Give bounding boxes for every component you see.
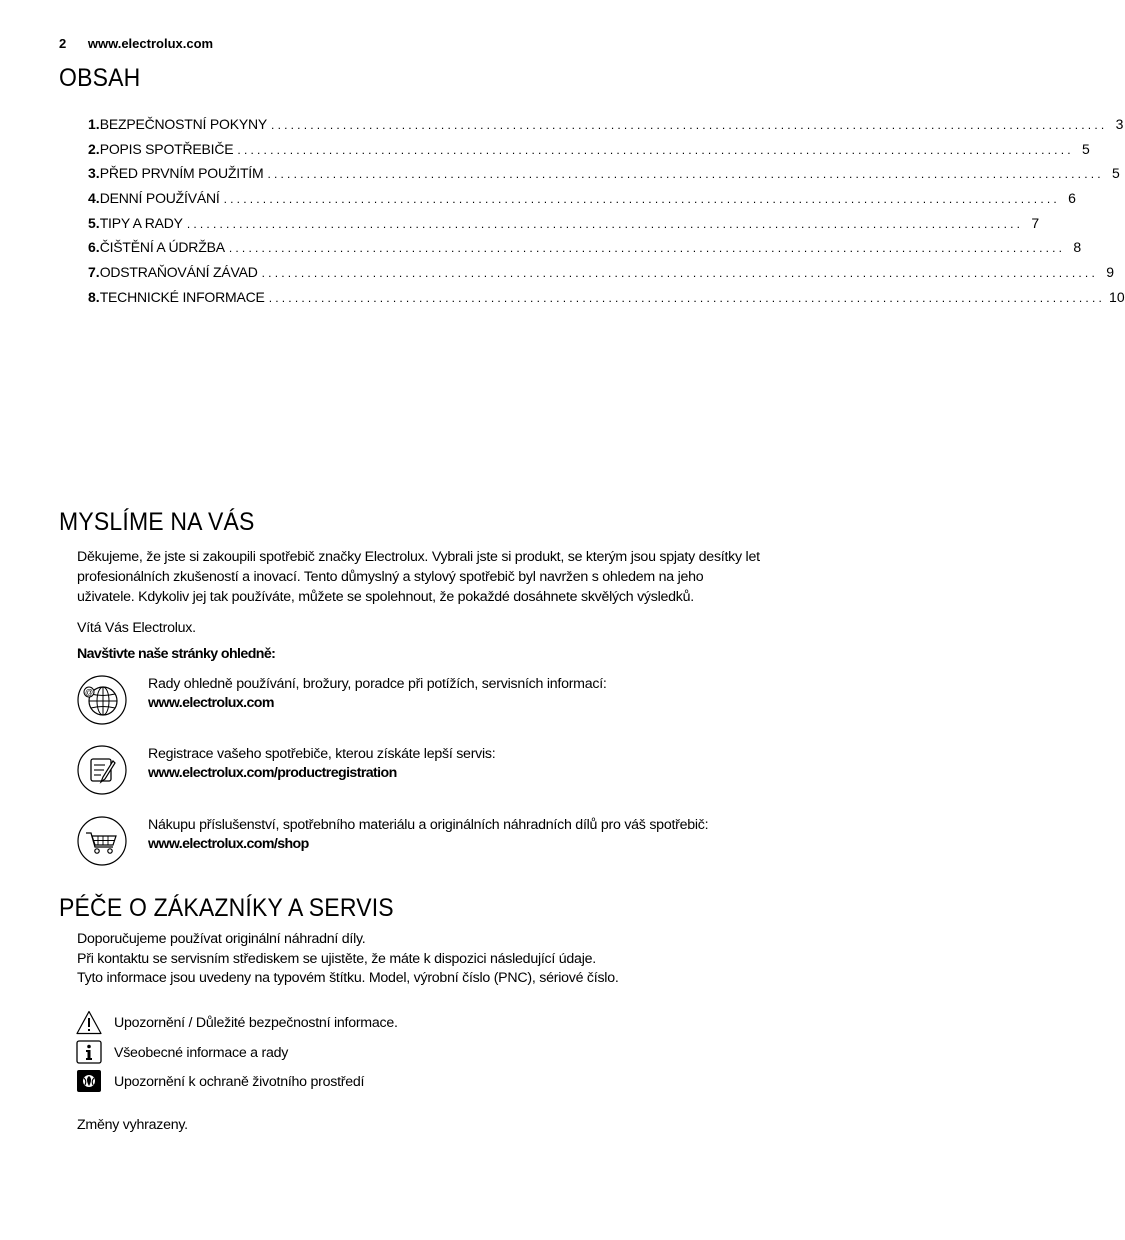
care-paragraph: Doporučujeme používat originální náhradní díly. Při kontaktu se servisním střediskem se ujistěte, že máte k dispozici následující údaje. Tyto informace jsou uvedeny na typovém štítku. Model, výrobní číslo (PNC), sériové číslo. <box>77 931 619 986</box>
toc-item[interactable]: 6. ČIŠTĚNÍ A ÚDRŽBA ................................................................................................................................ 8 <box>88 239 1082 256</box>
table-of-contents <box>88 116 1125 314</box>
link-item-support <box>77 675 837 731</box>
toc-item[interactable]: 2. POPIS SPOTŘEBIČE ................................................................................................................................ 5 <box>88 140 1090 157</box>
link-url[interactable]: www.electrolux.com/shop <box>148 836 309 852</box>
shopping-cart-icon <box>77 816 127 866</box>
toc-item[interactable]: 3. PŘED PRVNÍM POUŽITÍM ................................................................................................................................ 5 <box>88 165 1120 182</box>
toc-item[interactable]: 7. ODSTRAŇOVÁNÍ ZÁVAD ................................................................................................................................ 9 <box>88 264 1114 281</box>
customer-care-heading: PÉČE O ZÁKAZNÍKY A SERVIS <box>59 894 394 922</box>
toc-item[interactable]: 1. BEZPEČNOSTNÍ POKYNY ................................................................................................................................ 3 <box>88 116 1124 132</box>
changes-reserved-text: Změny vyhrazeny. <box>77 1117 188 1133</box>
toc-item[interactable]: 4. DENNÍ POUŽÍVÁNÍ ................................................................................................................................ 6 <box>88 190 1076 207</box>
thinking-heading: MYSLÍME NA VÁS <box>59 508 255 536</box>
symbol-description: Upozornění / Důležité bezpečnostní informace. <box>114 1015 398 1031</box>
warning-icon <box>76 1010 102 1035</box>
toc-item[interactable]: 5. TIPY A RADY ................................................................................................................................ 7 <box>88 214 1040 231</box>
svg-text:@: @ <box>84 688 94 697</box>
environment-icon <box>76 1069 102 1094</box>
welcome-text: Vítá Vás Electrolux. <box>77 620 196 636</box>
registration-icon <box>77 745 127 795</box>
page-number: 2 <box>59 36 67 51</box>
info-icon <box>76 1040 102 1065</box>
link-description: Rady ohledně používání, brožury, poradce při potížích, servisních informací: <box>148 676 607 692</box>
link-item-registration <box>77 745 837 801</box>
link-item-shop <box>77 816 837 872</box>
toc-item[interactable]: 8. TECHNICKÉ INFORMACE ................................................................................................................................ 10 <box>88 288 1125 305</box>
link-description: Registrace vašeho spotřebiče, kterou získáte lepší servis: <box>148 746 496 762</box>
symbol-description: Upozornění k ochraně životního prostředí <box>114 1074 365 1090</box>
link-url[interactable]: www.electrolux.com <box>148 695 274 711</box>
link-description: Nákupu příslušenství, spotřebního materiálu a originálních náhradních dílů pro váš spotřebič: <box>148 817 709 833</box>
intro-paragraph: Děkujeme, že jste si zakoupili spotřebič značky Electrolux. Vybrali jste si produkt, se kterým jsou spjaty desítky let profesionálních zkušeností a inovací. Tento důmyslný a stylový spotřebič byl navržen s ohledem na jeho uživatele. Kdykoliv jej tak používáte, můžete se spolehnout, že pokaždé dosáhnete skvělých výsledků. <box>77 549 760 605</box>
symbol-description: Všeobecné informace a rady <box>114 1045 289 1061</box>
website-link[interactable]: www.electrolux.com <box>87 36 214 51</box>
link-url[interactable]: www.electrolux.com/productregistration <box>148 765 397 781</box>
visit-heading: Navštivte naše stránky ohledně: <box>77 646 276 662</box>
contents-heading: OBSAH <box>59 64 141 92</box>
globe-icon <box>77 675 127 725</box>
page-header <box>59 36 213 51</box>
